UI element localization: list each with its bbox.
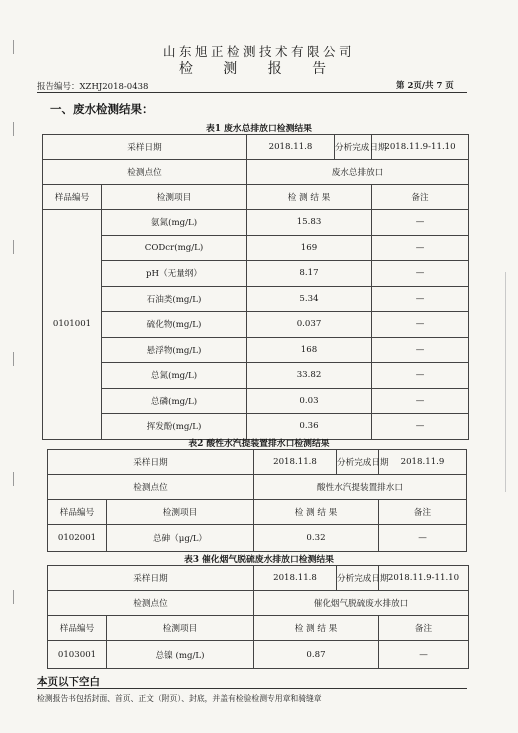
table3-note: — <box>379 641 469 669</box>
table1-item: 氨氮(mg/L) <box>102 210 247 236</box>
table2-col-note: 备注 <box>379 500 467 525</box>
table1-analysis-date: 2018.11.9-11.10 <box>372 135 469 160</box>
report-number: 报告编号：XZHJ2018-0438 <box>37 82 149 92</box>
table2-sampling-date: 2018.11.8 <box>254 450 337 475</box>
table1-result: 15.83 <box>247 210 372 236</box>
table3-sample-no: 0103001 <box>48 641 107 669</box>
table1-result: 168 <box>247 337 372 363</box>
table2-col-item: 检测项目 <box>107 500 254 525</box>
table1-note: — <box>372 312 469 338</box>
table-row <box>43 261 469 287</box>
table-row <box>43 363 469 389</box>
table2-caption: 表2 酸性水汽提装置排水口检测结果 <box>188 439 330 449</box>
scan-edge-line <box>505 272 506 492</box>
table1-note: — <box>372 363 469 389</box>
table2-point-label: 检测点位 <box>48 475 254 500</box>
table3-point-label: 检测点位 <box>48 591 254 616</box>
table1-col-result: 检 测 结 果 <box>247 185 372 210</box>
table1-note: — <box>372 388 469 414</box>
page-indicator: 第 2页/共 7 页 <box>396 81 454 91</box>
table1-caption: 表1 废水总排放口检测结果 <box>206 124 312 134</box>
company-name: 山东旭正检测技术有限公司 <box>162 44 355 59</box>
table1-item: 总磷(mg/L) <box>102 388 247 414</box>
binding-mark <box>13 240 14 254</box>
table2-sampling-date-label: 采样日期 <box>48 450 254 475</box>
table1-col-sample-no: 样品编号 <box>43 185 102 210</box>
table1-note: — <box>372 210 469 236</box>
table1-item: pH（无量纲） <box>102 261 247 287</box>
table3-col-note: 备注 <box>379 616 469 641</box>
table3-item: 总镍 (mg/L) <box>107 641 254 669</box>
table1-col-item: 检测项目 <box>102 185 247 210</box>
table2-point-value: 酸性水汽提装置排水口 <box>254 475 467 500</box>
table2-result: 0.32 <box>254 525 379 552</box>
table3-point-value: 催化烟气脱硫废水排放口 <box>254 591 469 616</box>
table1-item: 挥发酚(mg/L) <box>102 414 247 440</box>
table1-result: 0.36 <box>247 414 372 440</box>
table-row <box>43 388 469 414</box>
table-row <box>43 235 469 261</box>
table1-result: 8.17 <box>247 261 372 287</box>
table1-item: CODcr(mg/L) <box>102 235 247 261</box>
table1-result: 33.82 <box>247 363 372 389</box>
table1-result: 5.34 <box>247 286 372 312</box>
table3-col-result: 检 测 结 果 <box>254 616 379 641</box>
table2-col-sample-no: 样品编号 <box>48 500 107 525</box>
section-title: 一、废水检测结果： <box>50 102 154 116</box>
table1-analysis-date-label: 分析完成日期 <box>335 135 372 160</box>
table3-sampling-date-label: 采样日期 <box>48 566 254 591</box>
table1-note: — <box>372 414 469 440</box>
table1-note: — <box>372 337 469 363</box>
table1-item: 硫化物(mg/L) <box>102 312 247 338</box>
table-row <box>43 286 469 312</box>
table1-sampling-date: 2018.11.8 <box>247 135 335 160</box>
binding-mark <box>13 472 14 486</box>
table1-note: — <box>372 286 469 312</box>
binding-mark <box>13 590 14 604</box>
table2-col-result: 检 测 结 果 <box>254 500 379 525</box>
table1-sample-no: 0101001 <box>43 210 102 440</box>
table2-item: 总砷（μg/L） <box>107 525 254 552</box>
table3-sampling-date: 2018.11.8 <box>254 566 337 591</box>
table2-analysis-date-label: 分析完成日期 <box>337 450 379 475</box>
binding-mark <box>13 352 14 366</box>
table1-note: — <box>372 235 469 261</box>
document-title: 检 测 报 告 <box>178 61 340 77</box>
table-row <box>48 525 467 552</box>
table3-analysis-date-label: 分析完成日期 <box>337 566 379 591</box>
table1-result: 169 <box>247 235 372 261</box>
table3-analysis-date: 2018.11.9-11.10 <box>379 566 469 591</box>
table2-analysis-date: 2018.11.9 <box>379 450 467 475</box>
table1-point-value: 废水总排放口 <box>247 160 469 185</box>
table-row <box>43 210 469 236</box>
footer-text: 检测报告书包括封面、首页、正文（附页）、封底，并盖有检验检测专用章和骑缝章 <box>37 694 322 703</box>
table2 <box>47 449 467 552</box>
table3 <box>47 565 469 669</box>
table3-col-item: 检测项目 <box>107 616 254 641</box>
table3-result: 0.87 <box>254 641 379 669</box>
table1-col-note: 备注 <box>372 185 469 210</box>
table1-item: 石油类(mg/L) <box>102 286 247 312</box>
table1-result: 0.037 <box>247 312 372 338</box>
table-row <box>48 641 469 669</box>
table-row <box>43 337 469 363</box>
table1-sampling-date-label: 采样日期 <box>43 135 247 160</box>
table2-sample-no: 0102001 <box>48 525 107 552</box>
table1-result: 0.03 <box>247 388 372 414</box>
table1 <box>42 134 469 440</box>
table1-point-label: 检测点位 <box>43 160 247 185</box>
table1-item: 总氮(mg/L) <box>102 363 247 389</box>
header-divider <box>37 92 467 93</box>
end-of-page-note: 本页以下空白 <box>37 676 100 688</box>
table3-col-sample-no: 样品编号 <box>48 616 107 641</box>
footer-divider <box>37 688 467 689</box>
table1-note: — <box>372 261 469 287</box>
table1-item: 悬浮物(mg/L) <box>102 337 247 363</box>
table3-caption: 表3 催化烟气脱硫废水排放口检测结果 <box>184 555 334 565</box>
table2-note: — <box>379 525 467 552</box>
table-row <box>43 312 469 338</box>
